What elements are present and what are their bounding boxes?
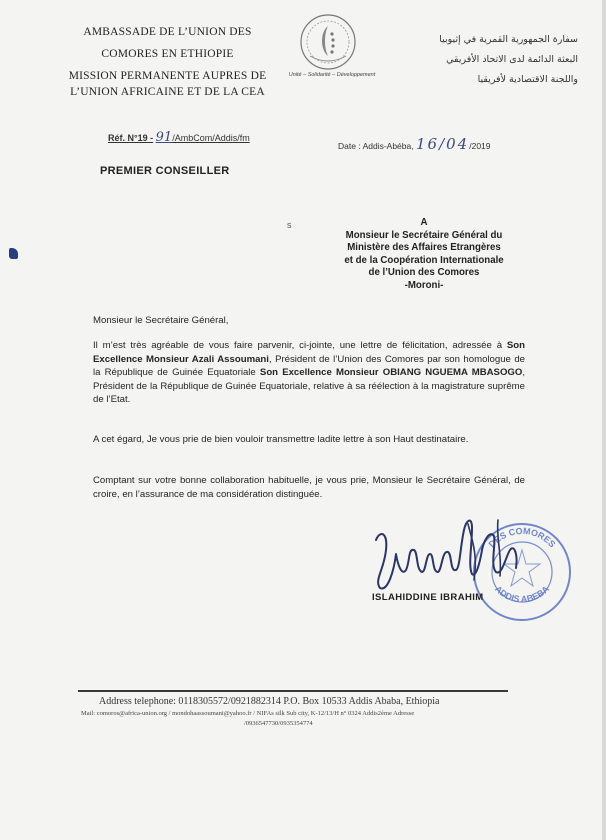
stamp-top-text: DES COMORES xyxy=(486,525,558,550)
paragraph-1 xyxy=(93,339,525,407)
p1-text: Il m’est très agréable de vous faire parvenir, ci-jointe, une lettre de félicitation, adressée à xyxy=(93,340,507,351)
footer-mail: Mail: comoros@africa-union.org / mondohaassoumani@yahoo.fr / NIFAs silk Sub city, K-12/13/H n° 0324 Addis2ème Adresse xyxy=(81,710,415,717)
motto: Unité – Solidarité – Développement xyxy=(288,72,376,78)
date-month: 04 xyxy=(446,135,470,153)
header-line: AMBASSADE DE L’UNION DES xyxy=(83,26,252,38)
header-line: L’UNION AFRICAINE ET DE LA CEA xyxy=(70,86,265,98)
ink-mark xyxy=(9,248,18,259)
scan-mark: s xyxy=(287,220,292,230)
reference-handwritten-number: 91 xyxy=(155,130,173,145)
header-line-arabic: واللجنة الاقتصادية لأفريقيا xyxy=(477,74,578,85)
header-line: COMORES EN ETHIOPIE xyxy=(101,48,234,60)
reference-number xyxy=(108,130,250,145)
comoros-emblem-icon xyxy=(298,12,358,72)
header-line: MISSION PERMANENTE AUPRES DE xyxy=(68,70,267,82)
sender-title: PREMIER CONSEILLER xyxy=(100,165,230,177)
header-line-arabic: البعثة الدائمة لدى الاتحاد الأفريقي xyxy=(446,54,578,65)
salutation: Monsieur le Secrétaire Général, xyxy=(93,315,229,326)
footer-divider xyxy=(78,690,508,692)
letter-date: Date : Addis-Abéba, 16/04/2019 xyxy=(338,135,491,153)
p1-text: , Président de l’Union des Comores par son homologue de la République de Guinée Equatoriale xyxy=(93,353,525,378)
reference-label: Réf. N°19 - xyxy=(108,133,154,143)
recipient-line: et de la Coopération Internationale xyxy=(344,254,504,266)
date-day: 16 xyxy=(415,135,440,153)
recipient-line: de l’Union des Comores xyxy=(368,267,480,278)
p1-addressee: Son Excellence Monsieur Azali Assoumani xyxy=(93,340,525,365)
paragraph-2: A cet égard, Je vous prie de bien vouloir transmettre ladite lettre à son Haut destinataire. xyxy=(93,434,469,445)
recipient-line: -Moroni- xyxy=(404,279,444,291)
date-year: /2019 xyxy=(469,141,491,151)
footer-address: Address telephone: 0118305572/0921882314 P.O. Box 10533 Addis Ababa, Ethiopia xyxy=(99,696,440,707)
recipient-line: A xyxy=(420,217,428,228)
date-label: Date : Addis-Abéba, xyxy=(338,141,414,151)
recipient-block xyxy=(316,217,532,292)
handwritten-signature-icon xyxy=(368,510,533,602)
p1-text: , Président de la République de Guinée Equatoriale, relative à sa réélection à la magistrature suprême de l’Etat. xyxy=(93,367,526,405)
embassy-header-french xyxy=(60,24,275,100)
embassy-header-arabic xyxy=(398,30,578,90)
footer-phones: /0936547730/0935354774 xyxy=(244,720,313,727)
recipient-line: Monsieur le Secrétaire Général du xyxy=(345,229,503,241)
reference-suffix: /AmbCom/Addis/fm xyxy=(172,133,250,143)
recipient-line: Ministère des Affaires Etrangères xyxy=(347,242,501,253)
header-line-arabic: سفارة الجمهورية القمرية في إثيوبيا xyxy=(439,34,578,45)
stamp-bottom-text: ADDIS ABEBA xyxy=(493,583,551,605)
scan-edge xyxy=(602,0,606,840)
signer-name: ISLAHIDDINE IBRAHIM xyxy=(372,592,484,603)
p1-sender: Son Excellence Monsieur OBIANG NGUEMA MBASOGO xyxy=(259,367,523,378)
paragraph-3: Comptant sur votre bonne collaboration habituelle, je vous prie, Monsieur le Secrétaire Général, de croire, en l’assurance de ma considération distinguée. xyxy=(93,475,525,500)
